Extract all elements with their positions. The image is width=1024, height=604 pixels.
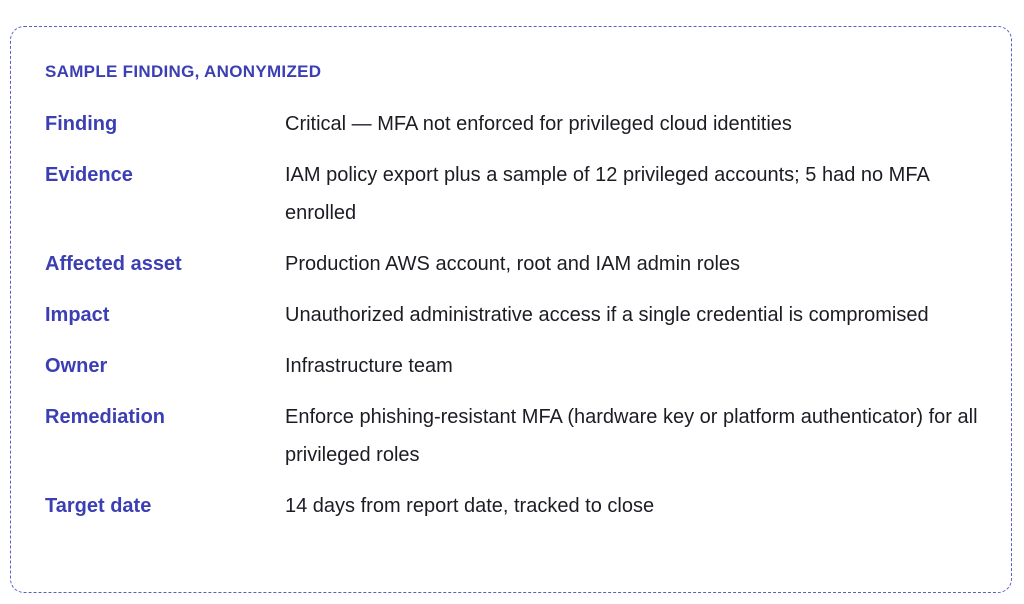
row-finding [45, 105, 991, 143]
row-label-remediation: Remediation [45, 406, 166, 428]
card-title: SAMPLE FINDING, ANONYMIZED [45, 62, 322, 81]
row-label-affected-asset: Affected asset [45, 253, 182, 275]
row-label-target-date: Target date [45, 495, 152, 517]
finding-details [45, 105, 991, 538]
row-value-evidence: IAM policy export plus a sample of 12 privileged accounts; 5 had no MFA enrolled [285, 164, 929, 224]
row-value-target-date: 14 days from report date, tracked to close [285, 495, 655, 517]
row-label-impact: Impact [45, 304, 110, 326]
row-impact [45, 296, 991, 334]
row-value-owner: Infrastructure team [285, 355, 453, 377]
row-value-affected-asset: Production AWS account, root and IAM admin roles [285, 253, 741, 275]
row-value-impact: Unauthorized administrative access if a single credential is compromised [285, 304, 929, 326]
row-value-remediation: Enforce phishing-resistant MFA (hardware key or platform authenticator) for all privileged roles [285, 406, 978, 466]
row-label-finding: Finding [45, 113, 118, 135]
row-target-date [45, 487, 991, 525]
row-label-owner: Owner [45, 355, 108, 377]
row-affected-asset [45, 245, 991, 283]
finding-card [10, 26, 1012, 593]
row-remediation [45, 398, 991, 474]
row-label-evidence: Evidence [45, 164, 133, 186]
row-value-finding: Critical — MFA not enforced for privileged cloud identities [285, 113, 792, 135]
row-owner [45, 347, 991, 385]
row-evidence [45, 156, 991, 232]
